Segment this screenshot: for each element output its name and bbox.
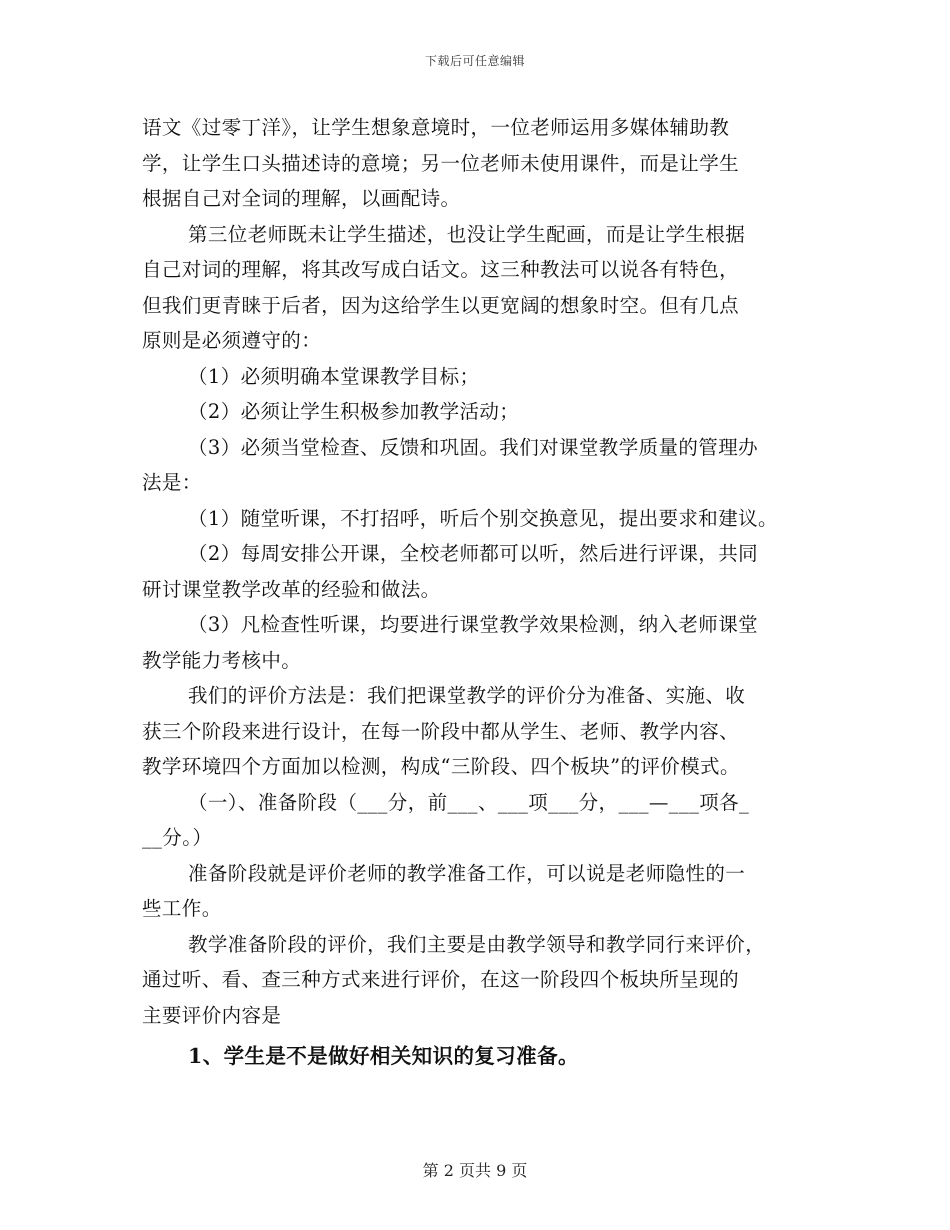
section-line: （一）、准备阶段（___分，前___、___项___分，___—___项各_ [188,790,750,814]
paragraph-line: 准备阶段就是评价老师的教学准备工作，可以说是老师隐性的一 [188,861,746,885]
paragraph-line: 自己对词的理解，将其改写成白话文。这三种教法可以说各有特色， [142,258,740,281]
paragraph-line: 学，让学生口头描述诗的意境；另一位老师未使用课件，而是让学生 [142,151,740,175]
paragraph-line: __分。） [142,826,213,849]
list-item: （3）必须当堂检查、反馈和巩固。我们对课堂教学质量的管理办 [188,435,759,459]
paragraph-line: 些工作。 [142,897,222,920]
paragraph-line: 教学能力考核中。 [142,648,302,672]
list-item: （3）凡检查性听课，均要进行课堂教学效果检测，纳入老师课堂 [188,613,759,636]
page-header: 下载后可任意编辑 [424,54,525,68]
page-footer: 第 2 页共 9 页 [422,1161,528,1180]
paragraph-line: 语文《过零丁洋》，让学生想象意境时，一位老师运用多媒体辅助教 [142,116,730,139]
paragraph-line: 我们的评价方法是：我们把课堂教学的评价分为准备、实施、收 [188,684,746,707]
document-body [142,110,822,1075]
paragraph-line: 教学准备阶段的评价，我们主要是由教学领导和教学同行来评价， [188,932,766,956]
paragraph-line: 法是： [142,471,202,494]
paragraph-line: 根据自己对全词的理解，以画配诗。 [142,187,461,210]
paragraph-line: 获三个阶段来进行设计，在每一阶段中都从学生、老师、教学内容、 [142,719,740,743]
list-item: （1）必须明确本堂课教学目标； [188,364,480,388]
paragraph-line: 研讨课堂教学改革的经验和做法。 [142,577,441,601]
list-item: （2）必须让学生积极参加教学活动； [188,400,520,423]
list-item: （2）每周安排公开课，全校老师都可以听，然后进行评课，共同 [188,542,759,565]
paragraph-line: 但我们更青睐于后者，因为这给学生以更宽阔的想象时空。但有几点 [142,293,740,317]
paragraph-line: 教学环境四个方面加以检测，构成“三阶段、四个板块”的评价模式。 [142,755,740,778]
paragraph-line: 原则是必须遵守的： [142,329,322,352]
paragraph-line: 通过听、看、查三种方式来进行评价，在这一阶段四个板块所呈现的 [142,968,740,991]
paragraph-line: 第三位老师既未让学生描述，也没让学生配画，而是让学生根据 [188,222,746,246]
list-item: （1）随堂听课，不打招呼，听后个别交换意见，提出要求和建议。 [188,506,778,530]
paragraph-line: 主要评价内容是 [142,1003,282,1027]
bold-heading: 1、学生是不是做好相关知识的复习准备。 [188,1044,579,1068]
